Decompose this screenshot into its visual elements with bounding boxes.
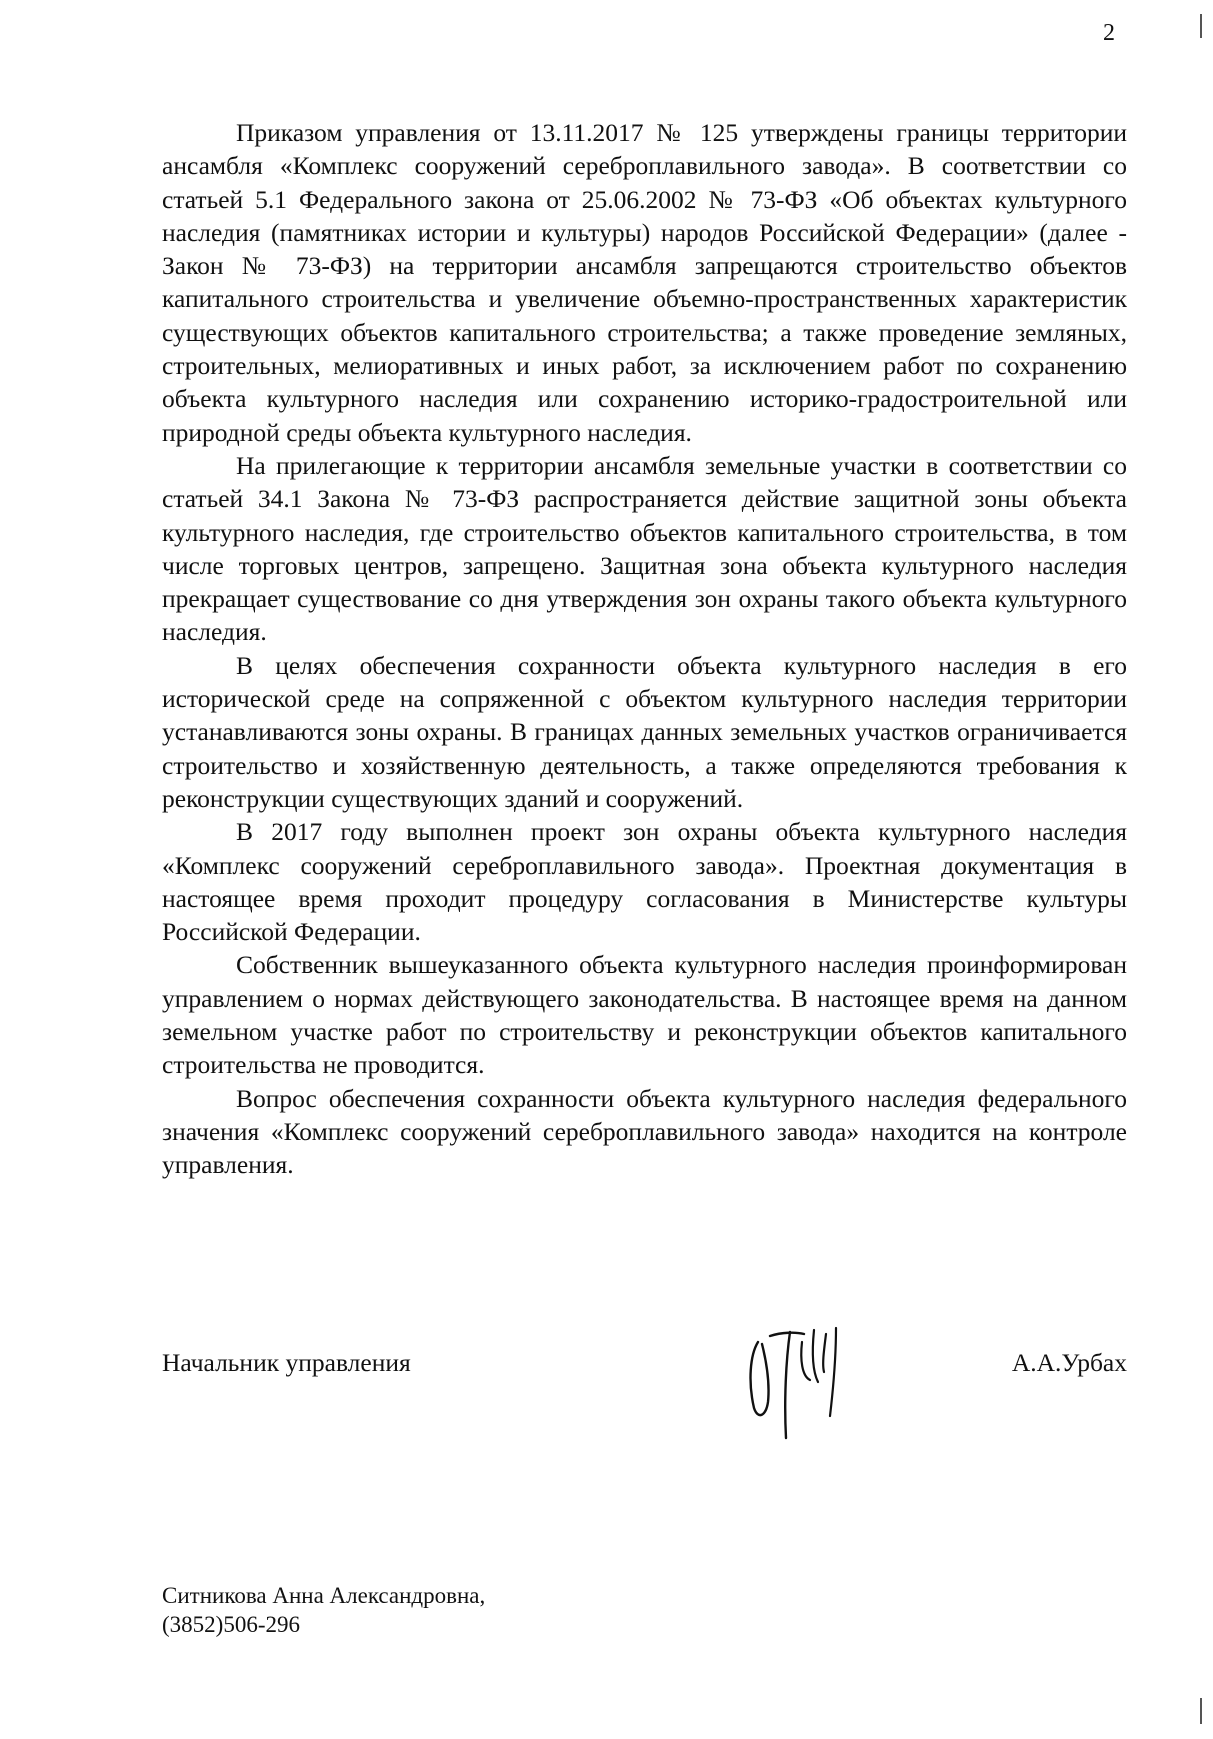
paragraph: В 2017 году выполнен проект зон охраны объекта культурного наследия «Комплекс сооружений сереброплавильного завода». Проектная документация в настоящее время проходит процедуру согласования в Министерстве культуры Российской Федерации. xyxy=(162,817,1127,947)
scan-edge-mark-top xyxy=(1200,14,1202,38)
signer-position: Начальник управления xyxy=(162,1348,411,1377)
paragraph: В целях обеспечения сохранности объекта культурного наследия в его исторической среде на сопряженной с объектом культурного наследия территории устанавливаются зоны охраны. В границах данных земельных участков ограничивается строительство и хозяйственную деятельность, а также определяются требования к реконструкции существующих зданий и сооружений. xyxy=(162,650,1127,813)
executor-info xyxy=(162,1581,485,1639)
paragraph: Вопрос обеспечения сохранности объекта культурного наследия федерального значения «Комплекс сооружений сереброплавильного завода» находится на контроле управления. xyxy=(162,1083,1127,1180)
handwritten-signature xyxy=(740,1320,850,1445)
signer-name: А.А.Урбах xyxy=(1011,1348,1127,1377)
paragraph: Собственник вышеуказанного объекта культурного наследия проинформирован управлением о нормах действующего законодательства. В настоящее время на данном земельном участке работ по строительству и реконструкции объектов капитального строительства не проводится. xyxy=(162,950,1127,1080)
letter-body xyxy=(162,116,1127,1182)
paragraph: На прилегающие к территории ансамбля земельные участки в соответствии со статьей 34.1 Закона № 73-ФЗ распространяется действие защитной зоны объекта культурного наследия, где строительство объектов капитального строительства, в том числе торговых центров, запрещено. Защитная зона объекта культурного наследия прекращает существование со дня утверждения зон охраны такого объекта культурного наследия. xyxy=(162,450,1127,647)
executor-phone: (3852)506-296 xyxy=(162,1612,300,1637)
executor-name: Ситникова Анна Александровна, xyxy=(162,1583,486,1608)
page-number: 2 xyxy=(1103,20,1115,46)
scan-edge-mark-bottom xyxy=(1200,1698,1202,1724)
paragraph: Приказом управления от 13.11.2017 № 125 утверждены границы территории ансамбля «Комплекс сооружений сереброплавильного завода». В соответствии со статьей 5.1 Федерального закона от 25.06.2002 № 73-ФЗ «Об объектах культурного наследия (памятниках истории и культуры) народов Российской Федерации» (далее - Закон № 73-ФЗ) на территории ансамбля запрещаются строительство объектов капитального строительства и увеличение объемно-пространственных характеристик существующих объектов капитального строительства; а также проведение земляных, строительных, мелиоративных и иных работ, за исключением работ по сохранению объекта культурного наследия или сохранению историко-градостроительной или природной среды объекта культурного наследия. xyxy=(162,118,1127,447)
